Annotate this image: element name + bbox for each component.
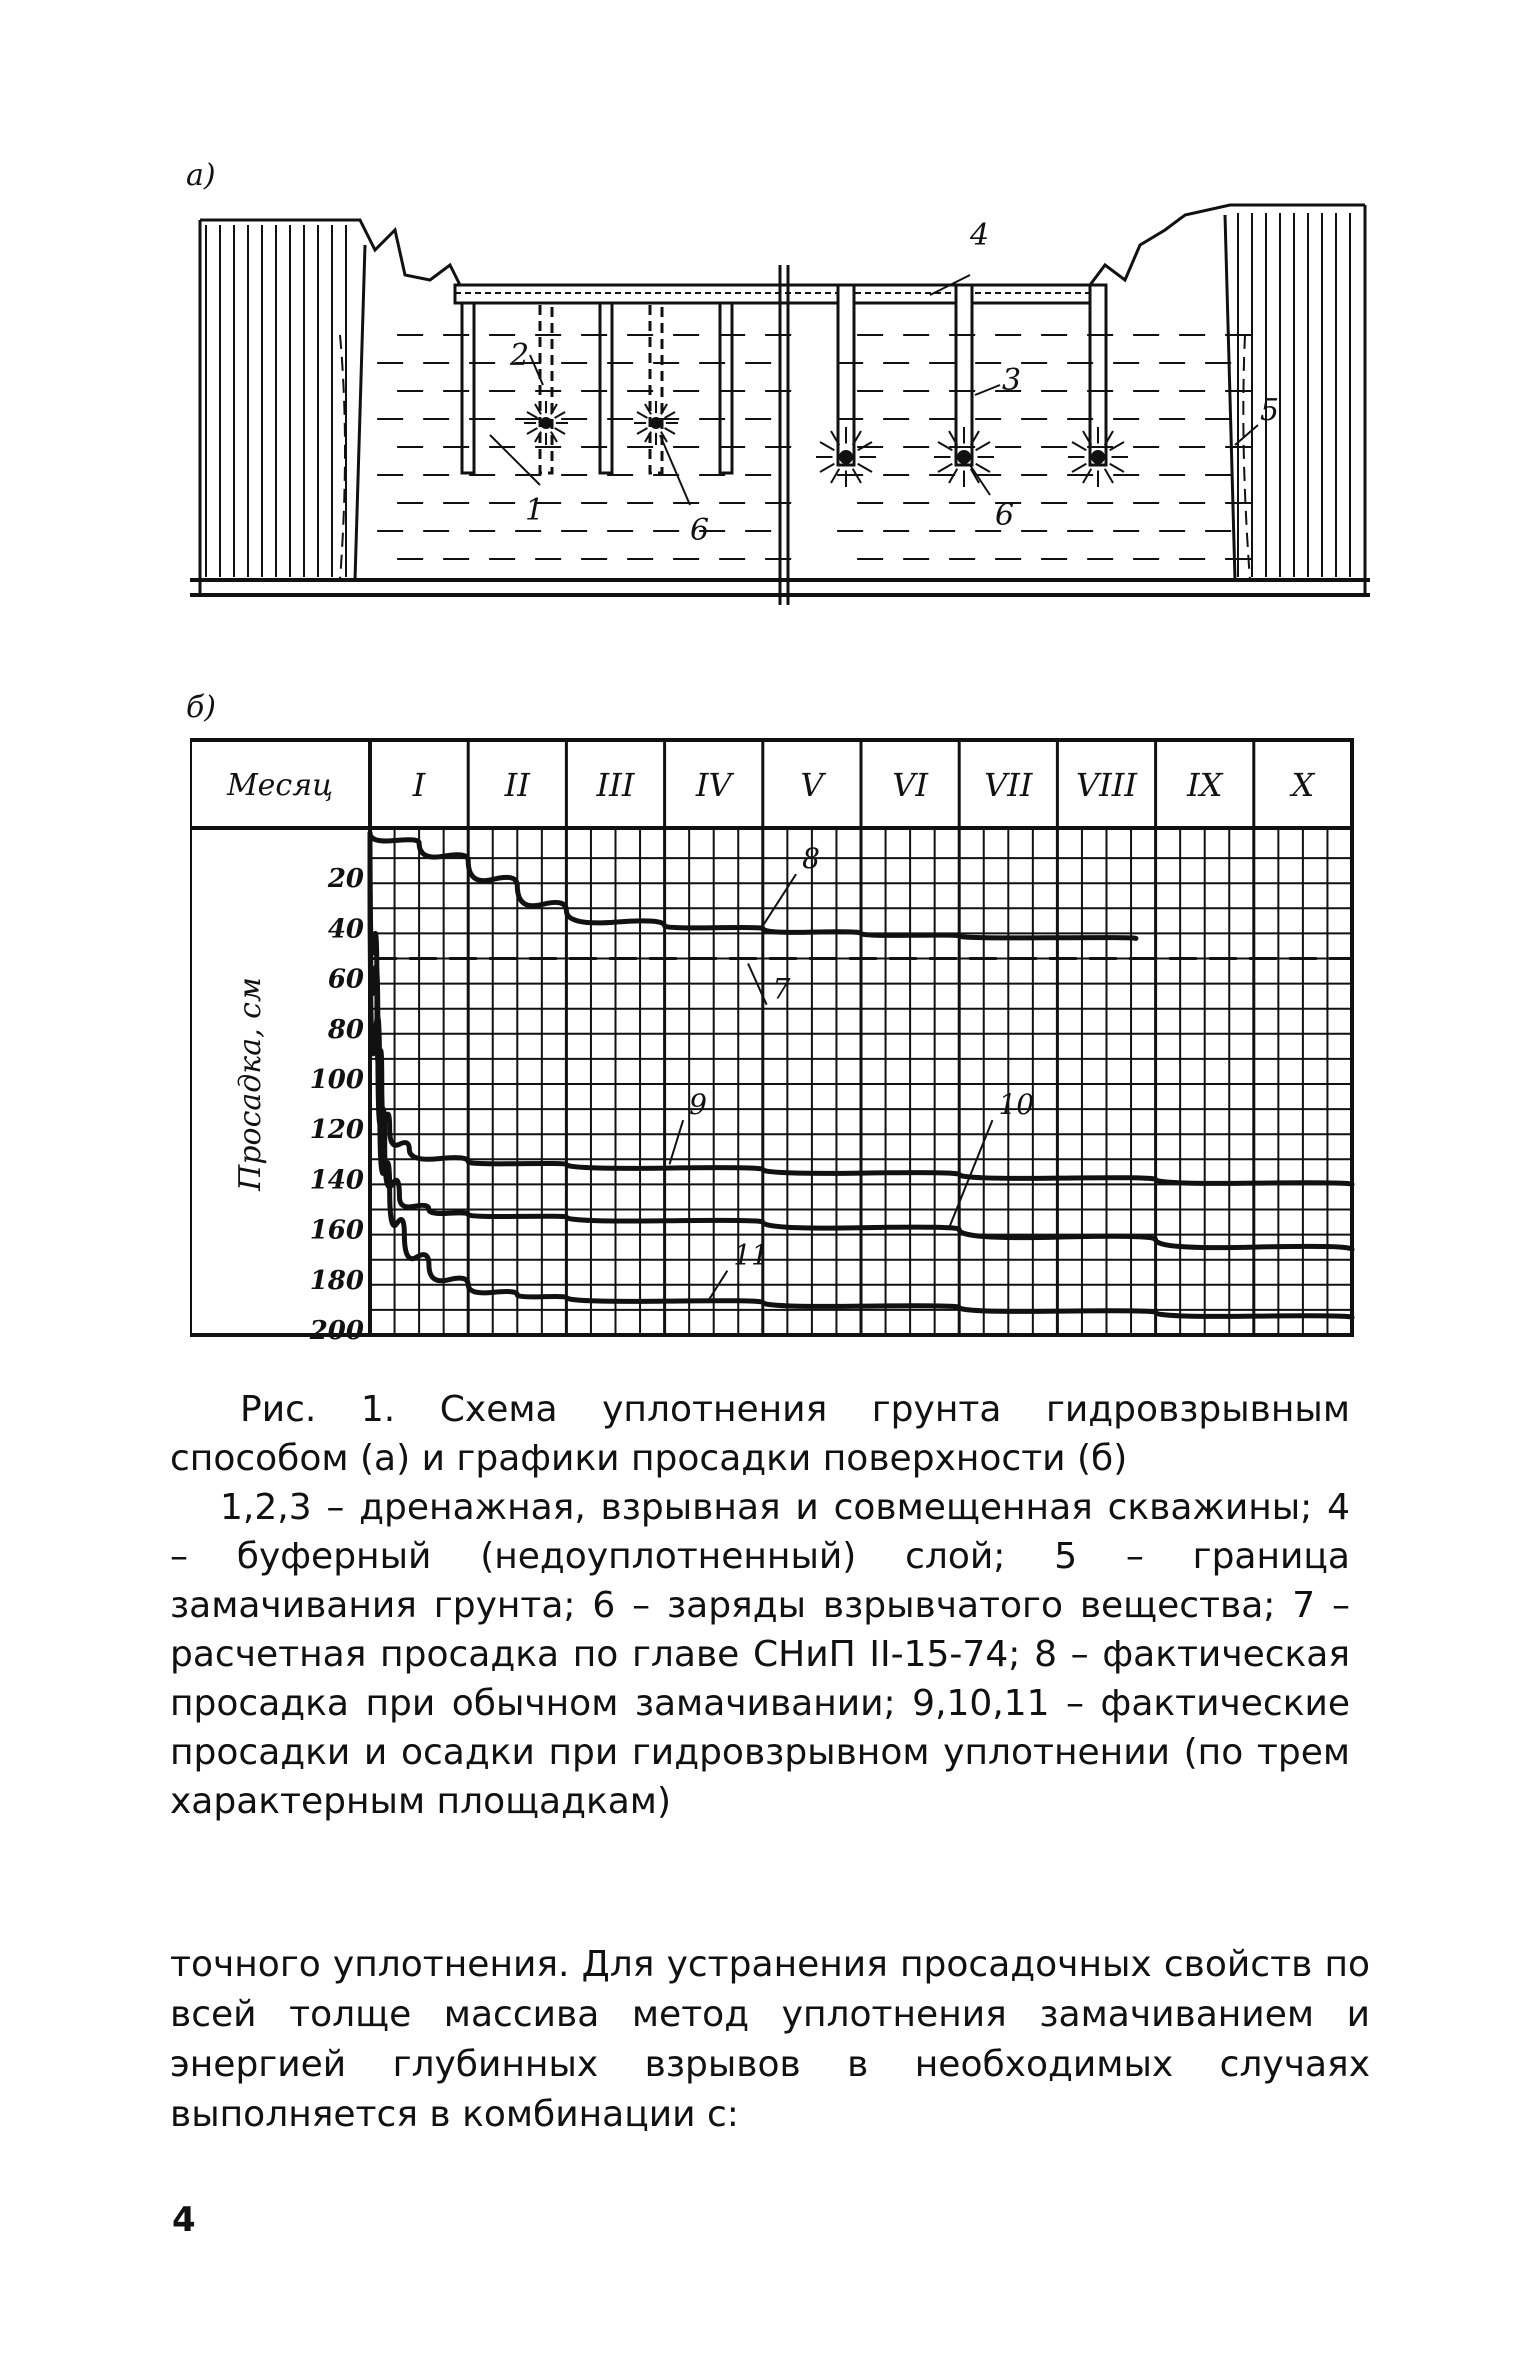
chart-month-X: X <box>1291 766 1315 804</box>
chart-y-tick-20: 20 <box>327 864 364 895</box>
chart-month-V: V <box>800 766 824 804</box>
caption-legend: 1,2,3 – дренажная, взрывная и совмещенная скважины; 4 – буферный (недоуплотненный) слой; 5 – граница замачивания грунта; 6 – заряды взрывчатого вещества; 7 – расчетная просадка по главе СНиП II-15-74; 8 – фактическая просадка при обычном замачивании; 9,10,11 – фактические просадки и осадки при гидровзрывном уплотнении (по трем характерным площадкам) <box>170 1487 1350 1822</box>
chart-y-tick-60: 60 <box>327 964 364 995</box>
callout-3: 3 <box>1002 363 1022 398</box>
chart-month-VI: VI <box>892 766 928 804</box>
chart-month-III: III <box>596 766 635 804</box>
series-leader-9 <box>670 1120 684 1164</box>
chart-y-tick-100: 100 <box>309 1065 364 1095</box>
callout-6-left: 6 <box>690 513 710 548</box>
body-paragraph: точного уплотнения. Для устранения просадочных свойств по всей толще массива метод уплотнения замачиванием и энергией глубинных взрывов в необходимых случаях выполняется в комбинации с: <box>170 1944 1370 2135</box>
series-label-10: 10 <box>998 1088 1035 1122</box>
chart-month-I: I <box>412 766 426 804</box>
scheme-drawing <box>190 205 1370 605</box>
page-number: 4 <box>172 2200 196 2240</box>
chart-header-month-label: Месяц <box>226 768 334 803</box>
callout-4: 4 <box>970 218 990 253</box>
chart-y-tick-120: 120 <box>309 1115 364 1146</box>
chart-y-tick-180: 180 <box>309 1265 364 1296</box>
callout-6-right: 6 <box>995 498 1015 533</box>
chart-y-tick-140: 140 <box>309 1165 364 1196</box>
chart-y-tick-160: 160 <box>309 1215 364 1246</box>
chart-y-tick-40: 40 <box>327 914 364 945</box>
series-label-9: 9 <box>689 1088 707 1122</box>
chart-y-tick-80: 80 <box>327 1014 364 1045</box>
series-label-7: 7 <box>772 972 791 1006</box>
chart-month-IV: IV <box>695 766 732 804</box>
chart-y-axis-label: Просадка, см <box>233 977 268 1191</box>
series-label-11: 11 <box>733 1238 769 1272</box>
caption-title: Рис. 1. Схема уплотнения грунта гидровзрывным способом (а) и графики просадки поверхности (б) <box>170 1389 1350 1479</box>
chart-month-IX: IX <box>1186 766 1223 804</box>
chart-y-tick-200: 200 <box>309 1316 364 1346</box>
chart-month-II: II <box>504 766 530 804</box>
chart-month-VII: VII <box>984 766 1033 804</box>
settlement-chart <box>190 720 1360 1350</box>
figure-caption <box>170 1385 1350 1826</box>
figure-a-label: а) <box>186 158 216 193</box>
compaction-scheme-diagram <box>190 185 1380 615</box>
series-label-8: 8 <box>802 842 820 876</box>
callout-1: 1 <box>525 493 545 528</box>
callout-2: 2 <box>510 338 530 373</box>
callout-5: 5 <box>1260 393 1280 428</box>
figure-b-label: б) <box>186 690 217 725</box>
chart-month-VIII: VIII <box>1075 766 1138 804</box>
series-leader-8 <box>763 874 796 926</box>
series-line-8 <box>370 833 1136 938</box>
